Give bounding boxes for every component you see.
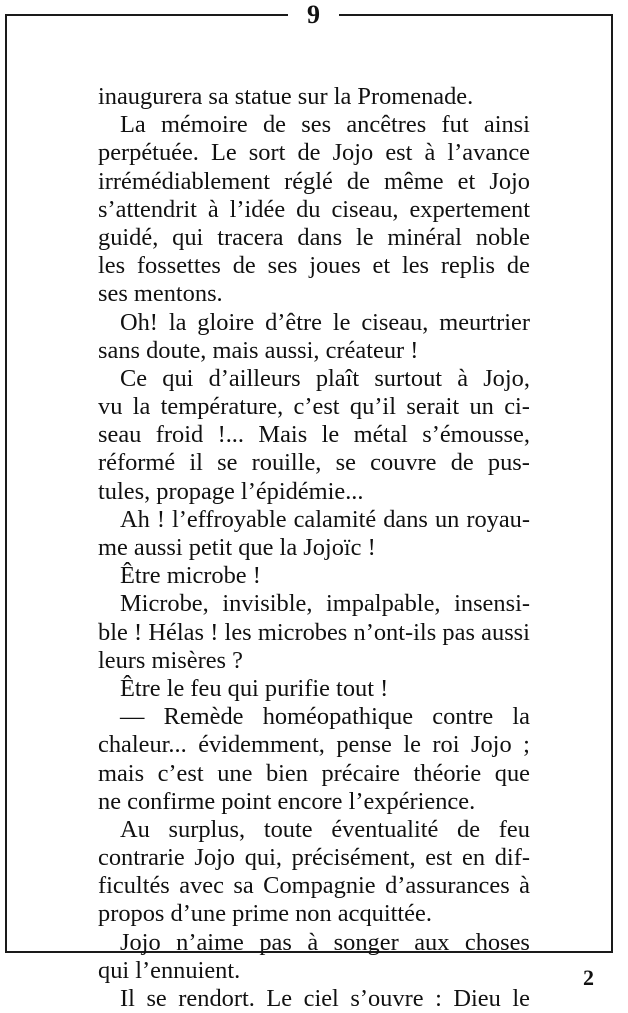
word: sa <box>233 872 254 900</box>
word: il <box>189 449 203 477</box>
word: d’être <box>265 308 322 336</box>
word: pus- <box>487 449 530 477</box>
word: Jojo <box>489 167 530 195</box>
word: dans <box>297 223 343 251</box>
word: surtout <box>374 364 443 392</box>
text-line <box>98 393 530 421</box>
text-line <box>98 703 530 731</box>
word: ; <box>523 731 530 759</box>
word: c’est <box>157 759 204 787</box>
word: qu’il <box>349 393 396 421</box>
word: la <box>168 308 187 336</box>
word: plaît <box>315 364 360 392</box>
word: et <box>457 167 476 195</box>
word: Jojo <box>194 844 236 872</box>
word: du <box>296 195 321 223</box>
text-line <box>98 985 530 1013</box>
word: réglé <box>284 167 333 195</box>
text-line <box>98 309 530 337</box>
word: qui <box>162 364 194 392</box>
word: feu <box>498 815 530 843</box>
word: un <box>434 505 460 533</box>
word: de <box>297 139 321 167</box>
word: et <box>372 252 391 280</box>
word: serait <box>406 393 460 421</box>
word: Ce <box>120 364 148 392</box>
word: ainsi <box>483 111 530 139</box>
word: à <box>519 872 530 900</box>
word: rouille, <box>251 449 322 477</box>
word: pense <box>336 731 392 759</box>
word: Le <box>266 985 293 1012</box>
word: aux <box>414 928 450 956</box>
word: noble <box>475 223 530 251</box>
word: ancêtres <box>346 111 427 139</box>
text-line: leurs misères ? <box>98 646 243 674</box>
page-number: 9 <box>307 0 320 29</box>
word: contrarie <box>98 844 185 872</box>
word: le <box>403 731 421 759</box>
text-line: me aussi petit que la Jojoïc ! <box>98 534 376 561</box>
word: gloire <box>197 308 255 336</box>
word: aussi <box>481 618 530 646</box>
word: pas <box>259 928 292 956</box>
word: ses <box>301 111 332 139</box>
text-line <box>98 252 530 280</box>
word: Jojo <box>471 731 512 759</box>
text-line <box>98 619 530 647</box>
word: les <box>224 618 252 646</box>
text-line <box>98 590 530 618</box>
word: contre <box>432 703 494 731</box>
word: couvre <box>370 449 437 477</box>
word: ficultés <box>98 872 170 900</box>
word: ! <box>156 505 165 533</box>
word: température, <box>160 393 284 421</box>
word: est <box>425 844 453 872</box>
word: ciseau, <box>331 195 399 223</box>
word: irrémédiablement <box>98 167 271 195</box>
word: que <box>494 759 530 787</box>
word: — <box>120 703 145 731</box>
word: avec <box>179 872 224 900</box>
word: mémoire <box>161 111 248 139</box>
word: se <box>146 985 167 1012</box>
word: minéral <box>387 223 462 251</box>
word: la <box>512 703 530 731</box>
word: de <box>262 111 286 139</box>
word: une <box>217 759 253 787</box>
text-line: tules, propage l’épidémie... <box>98 477 364 505</box>
word: impalpable, <box>326 590 441 618</box>
word: à <box>424 139 436 167</box>
word: Jojo <box>332 139 374 167</box>
text-line <box>98 760 530 788</box>
word: métal <box>353 421 408 449</box>
word: Mais <box>258 421 308 449</box>
word: les <box>401 252 430 280</box>
text-line <box>98 872 530 900</box>
text-line: Être microbe ! <box>120 562 261 590</box>
text-line <box>98 111 530 139</box>
word: perpétuée. <box>98 139 199 167</box>
text-line: inaugurera sa statue sur la Promenade. <box>98 83 474 110</box>
word: le <box>355 223 374 251</box>
word: d’ailleurs <box>208 364 301 392</box>
word: dans <box>383 505 428 533</box>
word: se <box>217 449 238 477</box>
word: bien <box>265 759 308 787</box>
word: homéopathique <box>262 703 414 731</box>
top-rule-left <box>5 14 288 16</box>
word: tracera <box>217 223 284 251</box>
word: Microbe, <box>120 590 209 618</box>
word: microbes <box>257 618 348 646</box>
word: à <box>457 364 469 392</box>
word: froid <box>155 421 204 449</box>
text-line: propos d’une prime non acquittée. <box>98 900 432 928</box>
word: chaleur... <box>98 731 187 759</box>
text-line: Être le feu qui purifie tout ! <box>120 674 389 702</box>
word: replis <box>440 252 496 280</box>
word: précaire <box>321 759 400 787</box>
text-line <box>98 731 530 759</box>
word: théorie <box>413 759 482 787</box>
text-line <box>98 365 530 393</box>
word: c’est <box>293 393 340 421</box>
word: n’aime <box>176 928 244 956</box>
word: songer <box>333 928 399 956</box>
word: mais <box>98 759 145 787</box>
word: Compagnie <box>263 872 376 900</box>
word: Jojo <box>120 928 161 956</box>
text-line <box>98 168 530 196</box>
text-line: ses mentons. <box>98 280 223 308</box>
word: meurtrier <box>439 308 530 336</box>
word: guidé, <box>98 223 159 251</box>
word: de <box>457 815 481 843</box>
word: rendort. <box>178 985 255 1012</box>
word: Remède <box>163 703 244 731</box>
text-line <box>98 449 530 477</box>
word: de <box>232 252 256 280</box>
word: à <box>307 928 319 956</box>
word: même <box>383 167 444 195</box>
word: de <box>506 252 530 280</box>
word: Au <box>120 815 150 843</box>
word: le <box>512 985 530 1012</box>
word: de <box>346 167 370 195</box>
text-line <box>98 816 530 844</box>
word: un <box>469 393 494 421</box>
word: d’assurances <box>385 872 510 900</box>
word: ses <box>267 252 298 280</box>
text-line: sans doute, mais aussi, créateur ! <box>98 336 419 364</box>
word: se <box>335 449 356 477</box>
text-line <box>98 506 530 534</box>
word: Ah <box>120 505 150 533</box>
word: toute <box>263 815 313 843</box>
word: qui <box>172 223 204 251</box>
word: réformé <box>98 449 176 477</box>
word: dif- <box>494 844 530 872</box>
word: ciel <box>303 985 339 1012</box>
word: ci- <box>504 393 530 421</box>
text-line <box>98 929 530 957</box>
signature-mark: 2 <box>583 965 594 990</box>
word: ciseau, <box>361 308 429 336</box>
word: invisible, <box>222 590 313 618</box>
word: le <box>332 308 351 336</box>
word: seau <box>98 421 142 449</box>
word: ! <box>210 618 219 646</box>
word: qui, <box>244 844 282 872</box>
word: Le <box>210 139 237 167</box>
word: n’ont-ils <box>353 618 437 646</box>
text-line <box>98 844 530 872</box>
word: sort <box>248 139 286 167</box>
word: vu <box>98 393 123 421</box>
word: Jojo, <box>483 364 530 392</box>
top-rule-right <box>339 14 613 16</box>
word: joues <box>309 252 361 280</box>
word: calamité <box>293 505 377 533</box>
word: s’ouvre <box>350 985 424 1012</box>
word: le <box>321 421 340 449</box>
word: roi <box>432 731 460 759</box>
word: Dieu <box>453 985 501 1012</box>
word: Oh! <box>120 308 158 336</box>
word: expertement <box>409 195 530 223</box>
word: pas <box>442 618 475 646</box>
word: !... <box>217 421 244 449</box>
body-text <box>98 83 530 1013</box>
text-line <box>98 224 530 252</box>
word: est <box>385 139 413 167</box>
word: insensi- <box>454 590 530 618</box>
word: de <box>450 449 474 477</box>
word: évidemment, <box>198 731 325 759</box>
word: s’émousse, <box>422 421 530 449</box>
word: l’effroyable <box>171 505 287 533</box>
word: ! <box>134 618 143 646</box>
text-line <box>98 196 530 224</box>
word: Il <box>120 985 135 1012</box>
word: royau- <box>466 505 530 533</box>
word: choses <box>464 928 530 956</box>
word: en <box>462 844 486 872</box>
word: la <box>132 393 151 421</box>
word: Hélas <box>148 618 204 646</box>
word: l’idée <box>229 195 286 223</box>
word: à <box>207 195 219 223</box>
word: éventualité <box>331 815 439 843</box>
text-line: ne confirme point encore l’expérience. <box>98 787 476 815</box>
word: ble <box>98 618 128 646</box>
word: fut <box>441 111 469 139</box>
word: s’attendrit <box>98 195 197 223</box>
word: surplus, <box>168 815 246 843</box>
word: précisément, <box>291 844 416 872</box>
text-line: qui l’ennuient. <box>98 956 241 984</box>
word: les <box>98 252 126 280</box>
word: l’avance <box>447 139 530 167</box>
word: : <box>435 985 442 1012</box>
text-line <box>98 139 530 167</box>
word: fossettes <box>136 252 221 280</box>
text-line <box>98 421 530 449</box>
word: La <box>120 111 146 139</box>
